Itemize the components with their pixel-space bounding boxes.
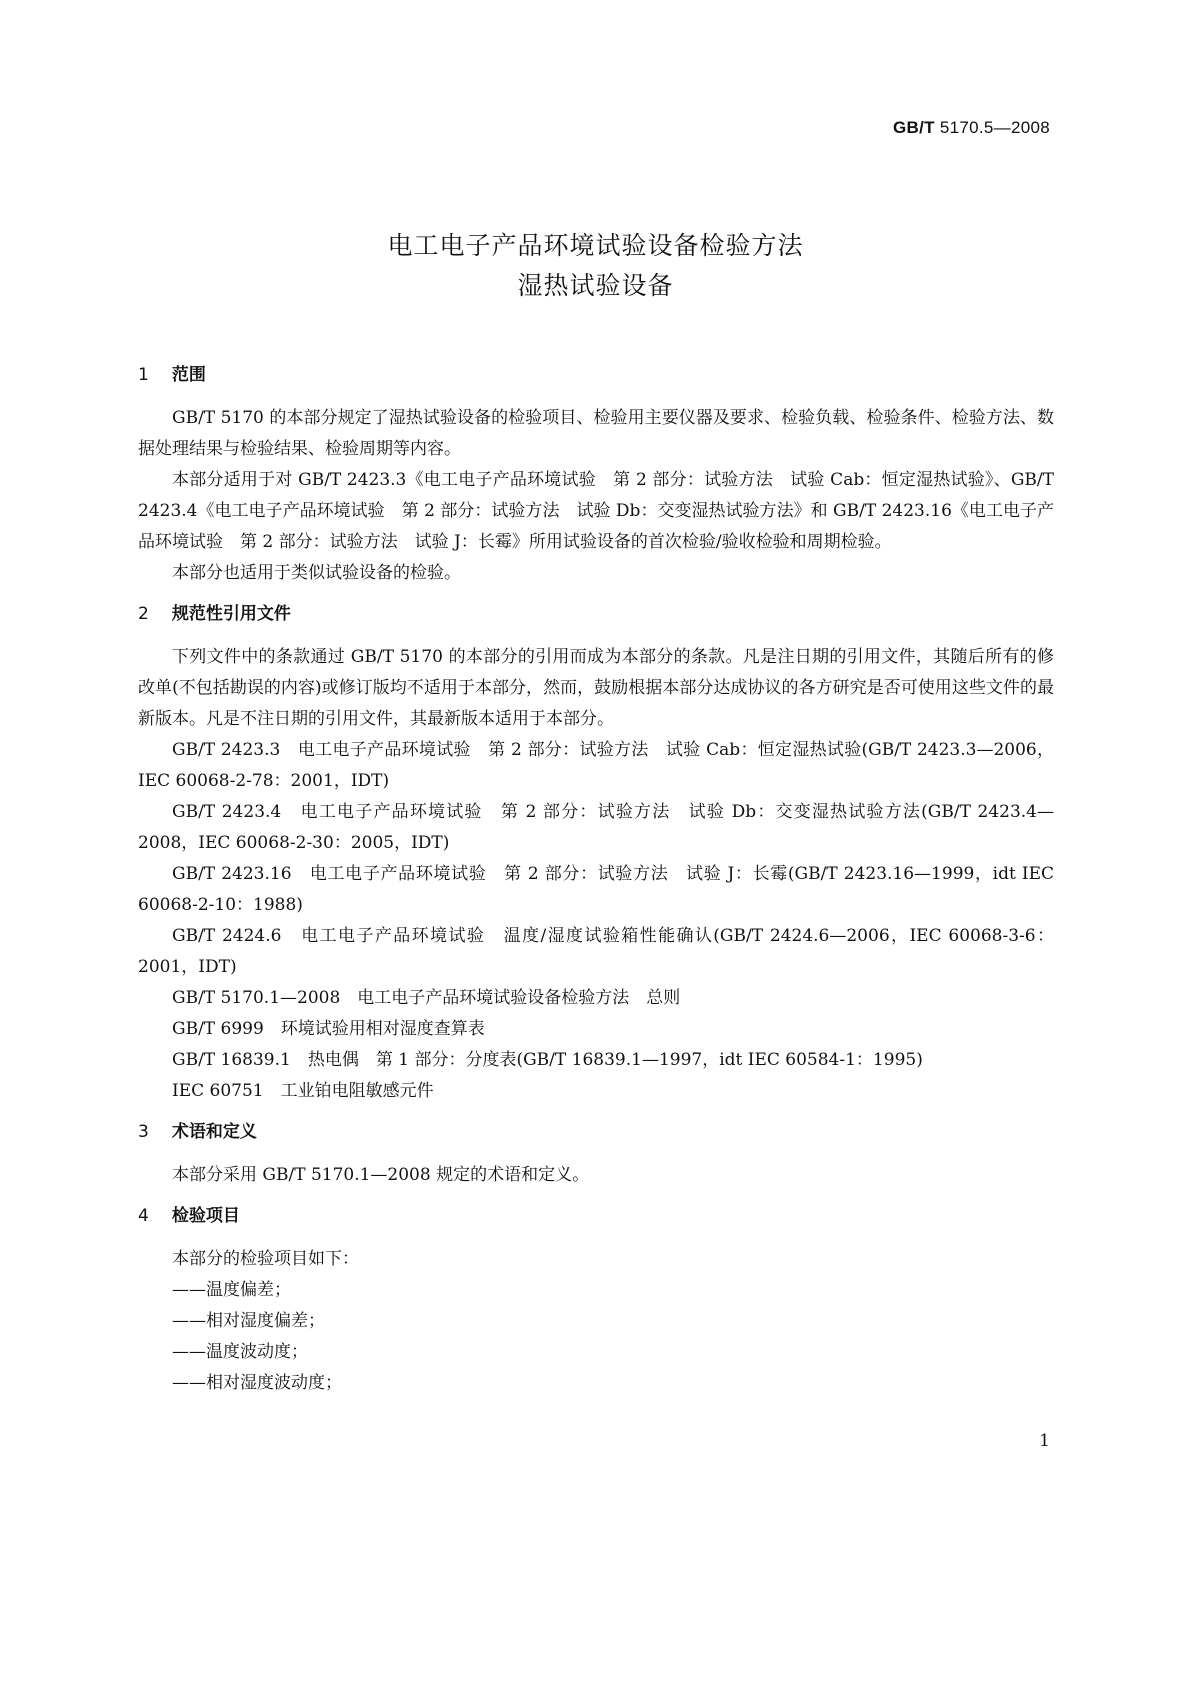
section-heading-scope [138,360,1054,391]
section-heading-terms-definitions [138,1117,1054,1148]
reference-entry: GB/T 6999 环境试验用相对湿度查算表 [172,1019,485,1039]
page-number: 1 [1039,1431,1050,1451]
section-number: 3 [138,1122,149,1142]
paragraph: 下列文件中的条款通过 GB/T 5170 的本部分的引用而成为本部分的条款。凡是注日期的引用文件，其随后所有的修改单(不包括勘误的内容)或修订版均不适用于本部分，然而，鼓励根据本部分达成协议的各方研究是否可使用这些文件的最新版本。凡是不注日期的引用文件，其最新版本适用于本部分。 [138,647,1054,729]
reference-entry: GB/T 16839.1 热电偶 第 1 部分：分度表(GB/T 16839.1—1997，idt IEC 60584-1：1995) [172,1050,923,1070]
document-title-line1: 电工电子产品环境试验设备检验方法 [387,231,804,260]
document-title [0,226,1191,306]
paragraph: 本部分采用 GB/T 5170.1—2008 规定的术语和定义。 [172,1165,590,1185]
section-number: 4 [138,1206,149,1226]
section-title: 术语和定义 [171,1122,257,1142]
section-title: 规范性引用文件 [171,604,291,624]
paragraph: GB/T 5170 的本部分规定了湿热试验设备的检验项目、检验用主要仪器及要求、检验负载、检验条件、检验方法、数据处理结果与检验结果、检验周期等内容。 [138,408,1054,459]
document-body [138,360,1054,1399]
standard-code-number: 5170.5—2008 [939,118,1050,137]
list-item: ——相对湿度波动度； [172,1373,342,1393]
reference-entry: GB/T 2423.4 电工电子产品环境试验 第 2 部分：试验方法 试验 Db：交变湿热试验方法(GB/T 2423.4—2008，IEC 60068-2-30：2005，IDT) [138,802,1054,853]
reference-entry: GB/T 5170.1—2008 电工电子产品环境试验设备检验方法 总则 [172,988,681,1008]
section-number: 1 [138,365,149,385]
reference-entry: GB/T 2424.6 电工电子产品环境试验 温度/湿度试验箱性能确认(GB/T 2424.6—2006，IEC 60068-3-6：2001，IDT) [138,926,1054,977]
paragraph: 本部分适用于对 GB/T 2423.3《电工电子产品环境试验 第 2 部分：试验方法 试验 Cab：恒定湿热试验》、GB/T 2423.4《电工电子产品环境试验 第 2 部分：试验方法 试验 Db：交变湿热试验方法》和 GB/T 2423.16《电工电子产品环境试验 第 2 部分：试验方法 试验 J：长霉》所用试验设备的首次检验/验收检验和周期检验。 [138,470,1054,552]
reference-entry: IEC 60751 工业铂电阻敏感元件 [172,1081,434,1101]
reference-entry: GB/T 2423.16 电工电子产品环境试验 第 2 部分：试验方法 试验 J：长霉(GB/T 2423.16—1999，idt IEC 60068-2-10：1988) [138,864,1054,915]
section-number: 2 [138,604,149,624]
section-heading-inspection-items [138,1201,1054,1232]
paragraph: 本部分也适用于类似试验设备的检验。 [172,563,461,583]
section-title: 检验项目 [171,1206,240,1226]
list-item: ——温度波动度； [172,1342,308,1362]
paragraph: 本部分的检验项目如下： [172,1249,359,1269]
section-title: 范围 [171,365,206,385]
standard-code [893,118,1050,138]
document-title-line2: 湿热试验设备 [517,271,674,300]
list-item: ——温度偏差； [172,1280,291,1300]
reference-entry: GB/T 2423.3 电工电子产品环境试验 第 2 部分：试验方法 试验 Cab：恒定湿热试验(GB/T 2423.3—2006，IEC 60068-2-78：2001，IDT) [138,740,1054,791]
standard-code-prefix: GB/T [893,118,935,137]
list-item: ——相对湿度偏差； [172,1311,325,1331]
section-heading-normative-references [138,599,1054,630]
